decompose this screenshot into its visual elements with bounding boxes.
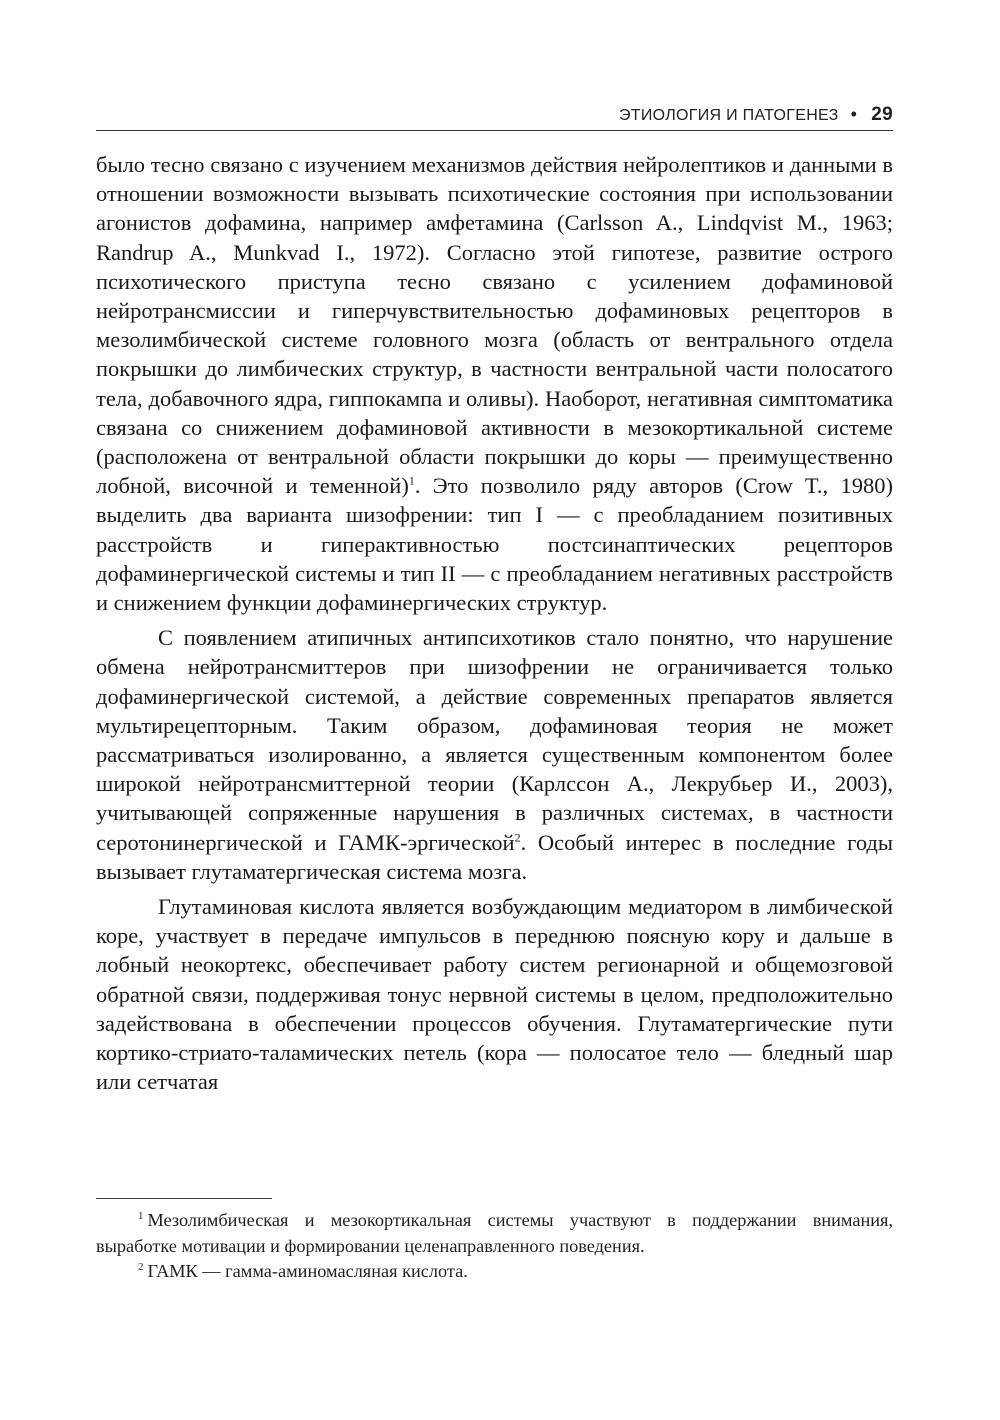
footnote-2-text: ГАМК — гамма-аминомасляная кислота.: [147, 1261, 468, 1281]
footnote-2-marker: 2: [138, 1260, 144, 1273]
paragraph-1-part-1: было тесно связано с изучением механизмов действия нейролептиков и данными в отношении возможности вызывать психотические состояния при использовании агонистов дофамина, например амфетамина (Carlsson A., Lindqvist M., 1963; Randrup A., Munkvad I., 1972). Согласно этой гипотезе, развитие острого психотического приступа тесно связано с усилением дофаминовой нейротрансмиссии и гиперчувствительностью дофаминовых рецепторов в мезолимбической системе головного мозга (область от вентрального отдела покрышки до лимбических структур, в частности вентральной части полосатого тела, добавочного ядра, гиппокампа и оливы). Наоборот, негативная симптоматика связана со снижением дофаминовой активности в мезокортикальной системе (расположена от вентральной области покрышки до коры — преимущественно лобной, височной и теменной): [96, 152, 893, 499]
header-divider: [96, 130, 893, 131]
main-text: [96, 150, 893, 1097]
footnote-divider: [96, 1198, 272, 1199]
paragraph-2: [96, 623, 893, 886]
footnote-ref-1[interactable]: 1: [408, 473, 415, 488]
footnote-1-marker: 1: [138, 1209, 144, 1222]
footnote-1-text: Мезолимбическая и мезокортикальная системы участвуют в поддержании внимания, выработке мотивации и формировании целенаправленного поведения.: [96, 1210, 893, 1256]
footnotes: [96, 1208, 893, 1285]
header-separator: •: [850, 104, 858, 124]
running-title: ЭТИОЛОГИЯ И ПАТОГЕНЕЗ: [618, 107, 839, 124]
paragraph-1: [96, 150, 893, 617]
paragraph-3: Глутаминовая кислота является возбуждающим медиатором в лимбической коре, участвует в передаче импульсов в переднюю поясную кору и дальше в лобный неокортекс, обеспечивает работу систем регионарной и общемозговой обратной связи, поддерживая тонус нервной системы в целом, предположительно задействована в обеспечении процессов обучения. Глутаматергические пути кортико-стриато-таламических петель (кора — полосатое тело — бледный шар или сетчатая: [96, 894, 893, 1095]
paragraph-2-part-2: . Особый интерес в последние годы вызывает глутаматергическая система мозга.: [96, 829, 893, 884]
footnote-ref-2[interactable]: 2: [514, 830, 521, 845]
page-number: 29: [871, 104, 893, 125]
paragraph-2-part-1: С появлением атипичных антипсихотиков стало понятно, что нарушение обмена нейротрансмиттеров при шизофрении не ограничивается только дофаминергической системой, а действие современных препаратов является мультирецепторным. Таким образом, дофаминовая теория не может рассматриваться изолированно, а является существенным компонентом более широкой нейротрансмиттерной теории (Карлссон А., Лекрубьер И., 2003), учитывающей сопряженные нарушения в различных системах, в частности серотонинергической и ГАМК-эргической: [96, 625, 893, 855]
paragraph-1-part-2: . Это позволило ряду авторов (Crow T., 1980) выделить два варианта шизофрении: тип I — с преобладанием позитивных расстройств и гиперактивностью постсинаптических рецепторов дофаминергической системы и тип II — с преобладанием негативных расстройств и снижением функции дофаминергических структур.: [96, 473, 893, 616]
footnote-1: [96, 1208, 893, 1259]
running-header: [96, 104, 893, 130]
footnote-2: [96, 1259, 893, 1285]
